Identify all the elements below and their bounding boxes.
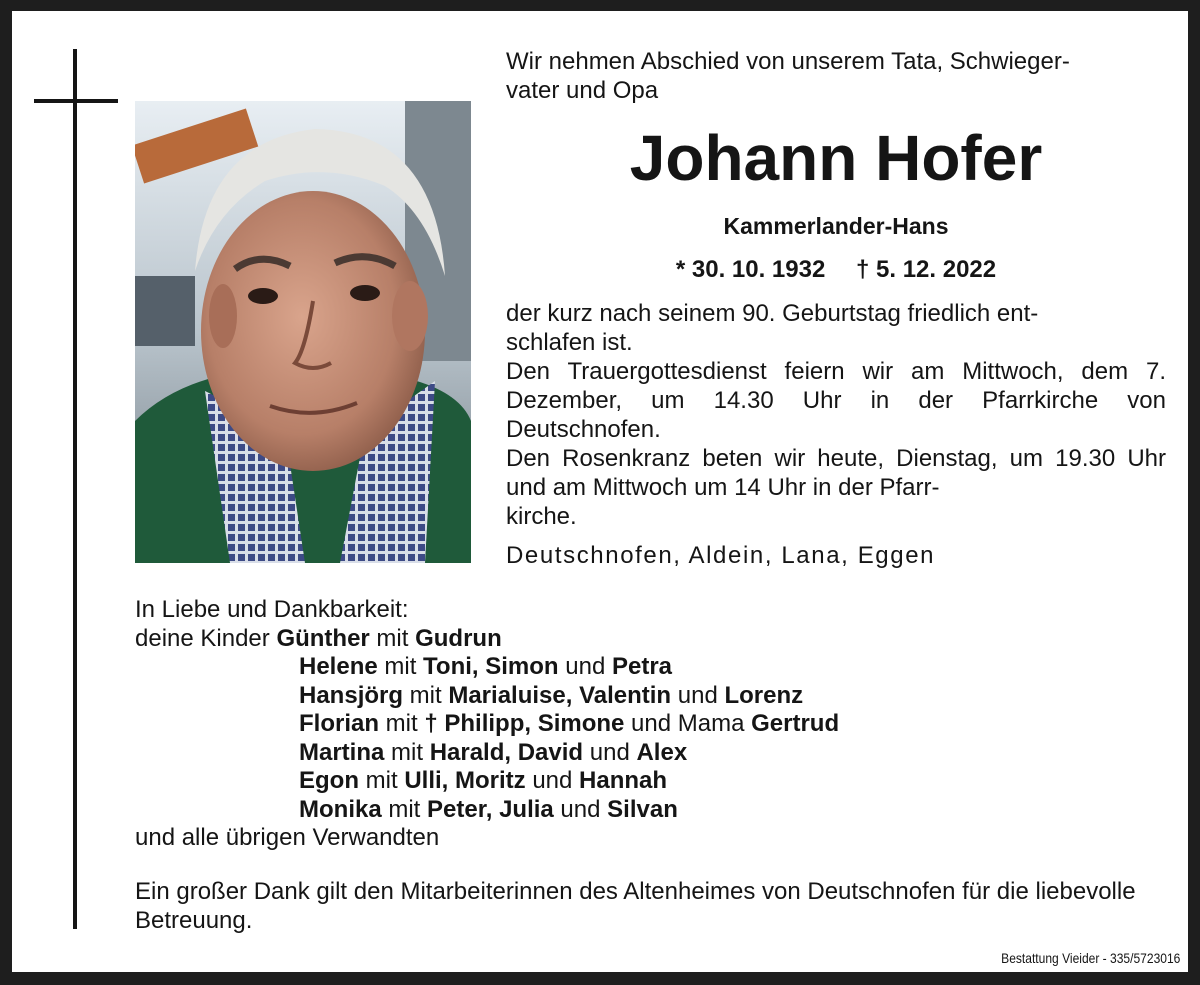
survivors-closing: und alle übrigen Verwandten (135, 824, 440, 851)
intro-line-1: Wir nehmen Abschied von unserem Tata, Schwieger- (506, 48, 1070, 75)
survivor-row: Egon mit Ulli, Moritz und Hannah (299, 767, 668, 794)
announcement-text (506, 299, 1166, 531)
thanks-text: Ein großer Dank gilt den Mitarbeiterinnen des Altenheimes von Deutschnofen für die liebevolle Betreuung. (135, 878, 1136, 934)
survivor-row: Hansjörg mit Marialuise, Valentin und Lorenz (299, 681, 804, 709)
survivor-row: Martina mit Harald, David und Alex (299, 738, 688, 766)
birth-date: * 30. 10. 1932 (675, 256, 826, 283)
death-date: † 5. 12. 2022 (856, 256, 997, 283)
funeral-home-footer: Bestattung Vieider - 335/5723016 (1000, 950, 1180, 966)
survivors (135, 596, 1175, 853)
obituary-notice (12, 11, 1188, 972)
survivor-row: Florian mit † Philipp, Simone und Mama Gertrud (299, 710, 840, 737)
places: Deutschnofen, Aldein, Lana, Eggen (506, 542, 936, 569)
portrait-photo (135, 101, 471, 563)
cross-bar (34, 99, 118, 103)
nickname: Kammerlander-Hans (723, 213, 949, 239)
survivor-row: Monika mit Peter, Julia und Silvan (299, 795, 678, 823)
life-dates (506, 254, 1166, 286)
cross-icon (73, 49, 77, 929)
passing-paragraph: der kurz nach seinem 90. Geburtstag friedlich ent- schlafen ist. (506, 300, 1039, 356)
kinder-label: deine Kinder (135, 624, 270, 652)
funeral-paragraph: Den Trauergottesdienst feiern wir am Mittwoch, dem 7. Dezember, um 14.30 Uhr in der Pfarrkirche von Deutschnofen. (506, 358, 1166, 443)
deceased-name: Johann Hofer (629, 122, 1043, 194)
survivors-heading: In Liebe und Dankbarkeit: (135, 596, 409, 623)
intro-line-2: vater und Opa (506, 77, 659, 104)
survivor-row: deine Kinder Günther mit Gudrun (135, 624, 502, 652)
survivor-row: Helene mit Toni, Simon und Petra (299, 653, 673, 680)
intro-text (506, 47, 1166, 105)
rosary-paragraph: Den Rosenkranz beten wir heute, Dienstag, um 19.30 Uhr und am Mittwoch um 14 Uhr in der Pfarr- kirche. (506, 445, 1166, 530)
